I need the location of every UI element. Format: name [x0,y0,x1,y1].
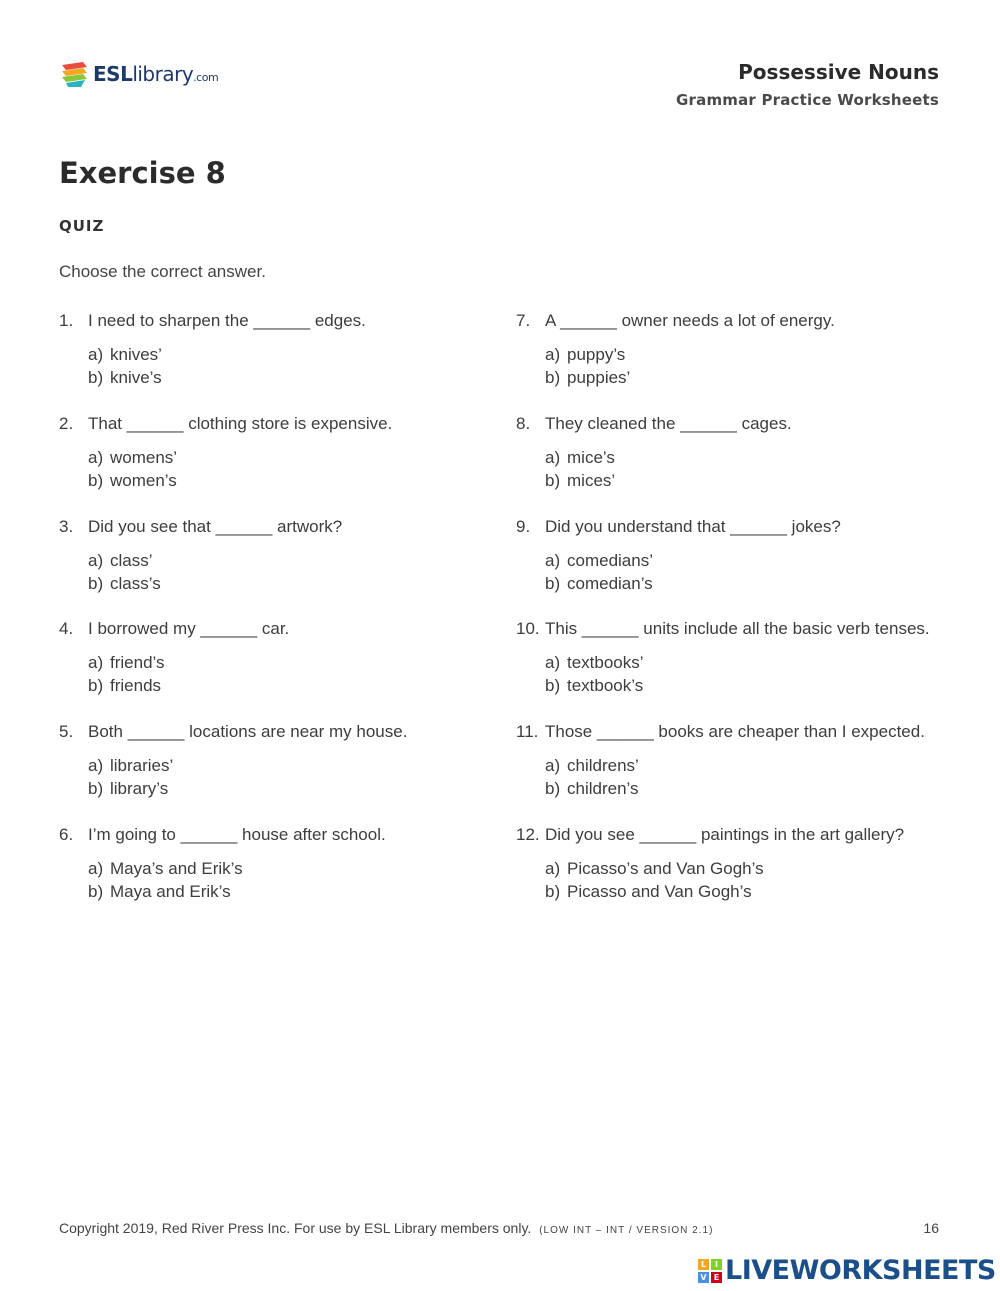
liveworksheets-logo-icon [698,1259,722,1283]
question-text: A ______ owner needs a lot of energy. [545,311,835,330]
logo-cell-e: E [711,1272,722,1283]
question-number: 12. [516,824,540,844]
option-b[interactable]: b) mices’ [545,470,616,490]
question-text: Those ______ books are cheaper than I expected. [545,722,925,742]
section-label: QUIZ [59,217,105,235]
question-text: Did you understand that ______ jokes? [545,516,841,536]
option-a[interactable]: a) class’ [88,550,153,570]
question-number: 1. [59,311,74,330]
option-b[interactable]: b) puppies’ [545,368,631,387]
book-stack-icon [59,59,89,89]
question-number: 6. [59,824,74,844]
option-a[interactable]: a) textbooks’ [545,653,644,673]
question-number: 2. [59,413,74,433]
question-9 [516,517,956,620]
instruction-text: Choose the correct answer. [59,262,266,281]
logo-cell-v: V [698,1272,709,1283]
page-number: 16 [923,1220,939,1236]
questions-left-column [59,311,489,928]
option-a[interactable]: a) Maya’s and Erik’s [88,858,243,878]
exercise-title: Exercise 8 [59,156,226,190]
question-text: Both ______ locations are near my house. [88,722,408,742]
question-text: They cleaned the ______ cages. [545,413,792,433]
question-12 [516,825,956,928]
option-a[interactable]: a) childrens’ [545,756,639,776]
question-text: Did you see ______ paintings in the art gallery? [545,824,905,844]
option-a[interactable]: a) comedians’ [545,550,653,570]
question-number: 7. [516,311,531,330]
question-number: 9. [516,516,531,536]
logo-cell-i: I [711,1259,722,1270]
question-2 [59,414,489,517]
question-number: 4. [59,619,74,639]
question-text: I’m going to ______ house after school. [88,824,386,844]
question-number: 11. [516,722,539,742]
option-b[interactable]: b) library’s [88,779,169,799]
question-11 [516,722,956,825]
question-6 [59,825,489,928]
option-a[interactable]: a) Picasso’s and Van Gogh’s [545,858,764,878]
question-7 [516,311,956,414]
question-4 [59,619,489,722]
question-number: 8. [516,413,531,433]
question-1 [59,311,489,414]
option-a[interactable]: a) puppy’s [545,345,626,364]
question-number: 10. [516,619,540,639]
question-text: I borrowed my ______ car. [88,619,290,639]
option-b[interactable]: b) women’s [88,470,177,490]
option-b[interactable]: b) friends [88,676,162,696]
esl-library-logo [59,58,218,90]
level-version: (LOW INT – INT / VERSION 2.1) [539,1225,714,1236]
liveworksheets-watermark [698,1255,996,1286]
logo-wordmark [93,62,218,86]
logo-library: library [132,62,194,86]
question-text: This ______ units include all the basic verb tenses. [545,619,930,639]
option-b[interactable]: b) Picasso and Van Gogh’s [545,881,752,901]
question-text: I need to sharpen the ______ edges. [88,311,366,330]
footer-copyright [59,1220,713,1236]
liveworksheets-text: LIVEWORKSHEETS [725,1255,996,1286]
question-number: 5. [59,722,74,742]
logo-cell-l: L [698,1259,709,1270]
logo-esl: ESL [93,62,133,86]
worksheet-title: Possessive Nouns [738,60,939,84]
option-a[interactable]: a) mice’s [545,447,615,467]
option-b[interactable]: b) children’s [545,779,639,799]
option-a[interactable]: a) knives’ [88,345,162,364]
option-b[interactable]: b) class’s [88,573,161,593]
question-5 [59,722,489,825]
option-b[interactable]: b) comedian’s [545,573,653,593]
questions-right-column [516,311,956,928]
option-a[interactable]: a) womens’ [88,447,178,467]
option-b[interactable]: b) knive’s [88,368,162,387]
option-a[interactable]: a) libraries’ [88,756,174,776]
question-text: Did you see that ______ artwork? [88,516,343,536]
question-text: That ______ clothing store is expensive. [88,413,393,433]
question-10 [516,619,956,722]
logo-com: .com [193,71,219,84]
question-8 [516,414,956,517]
question-number: 3. [59,516,74,536]
option-b[interactable]: b) textbook’s [545,676,644,696]
copyright-text: Copyright 2019, Red River Press Inc. For use by ESL Library members only. [59,1220,532,1236]
option-b[interactable]: b) Maya and Erik’s [88,881,231,901]
worksheet-subtitle: Grammar Practice Worksheets [676,91,939,109]
option-a[interactable]: a) friend’s [88,653,165,673]
question-3 [59,517,489,620]
